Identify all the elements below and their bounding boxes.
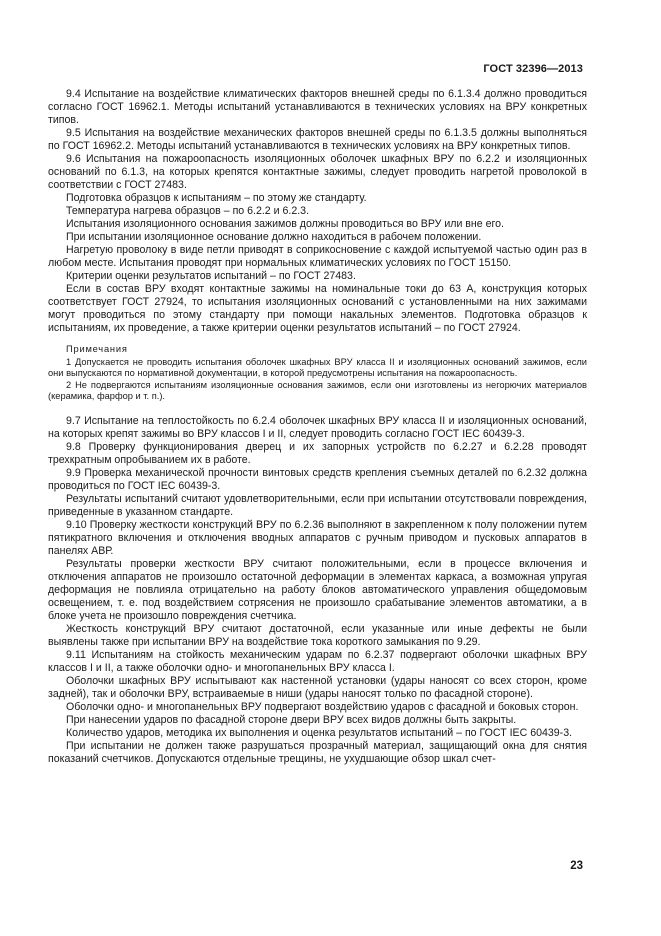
paragraph-9-5: 9.5 Испытания на воздействие механических факторов внешней среды по 6.1.3.5 должны выполняться по ГОСТ 16962.2. Методы испытаний устанавливаются в технических условиях на ВРУ конкретных типов. [48, 127, 587, 152]
paragraph-9-4: 9.4 Испытание на воздействие климатических факторов внешней среды по 6.1.3.4 должно проводиться согласно ГОСТ 16962.1. Методы испытаний устанавливаются в технических условиях на ВРУ конкретных типов. [48, 88, 587, 126]
paragraphs-top [48, 88, 587, 335]
spacer [48, 335, 587, 344]
page-number: 23 [570, 860, 583, 872]
paragraph-9-7: 9.7 Испытание на теплостойкость по 6.2.4 оболочек шкафных ВРУ класса II и изоляционных оснований, на которых крепят зажимы во ВРУ классов I и II, следует проводить согласно ГОСТ IEC 60439-3. [48, 414, 587, 440]
spacer [48, 403, 587, 415]
paragraph-preparation: Подготовка образцов к испытаниям – по этому же стандарту. [66, 192, 367, 204]
document-body [48, 88, 587, 766]
paragraph-cabinet-shells: Оболочки шкафных ВРУ испытывают как настенной установки (удары наносят со всех сторон, кроме задней), так и оболочки ВРУ, встраиваемые в ниши (удары наносят только по фасадной стороне). [48, 674, 587, 700]
standard-header: ГОСТ 32396—2013 [483, 63, 583, 75]
paragraph-9-11: 9.11 Испытаниям на стойкость механическим ударам по 6.2.37 подвергают оболочки шкафных ВРУ классов I и II, а также оболочки одно- и многопанельных ВРУ класса I. [48, 648, 587, 674]
note-item-1: 1 Допускается не проводить испытания оболочек шкафных ВРУ класса II и изоляционных оснований зажимов, если они выпускаются по нормативной документации, в которой предусмотрены испытания на пожароопасность. [48, 356, 587, 379]
paragraph-heated-wire: Нагретую проволоку в виде петли приводят в соприкосновение с каждой испытуемой частью один раз в любом месте. Испытания проводят при нормальных климатических условиях по ГОСТ 15150. [48, 244, 587, 269]
paragraph-9-9: 9.9 Проверка механической прочности винтовых средств крепления съемных деталей по 6.2.32 должна проводиться по ГОСТ IEC 60439-3. [48, 466, 587, 492]
notes-title: Примечания [66, 344, 128, 354]
paragraph-clamp-base: Испытания изоляционного основания зажимов должны проводиться во ВРУ или вне его. [66, 218, 504, 230]
notes-block [48, 344, 587, 403]
note-item-2: 2 Не подвергаются испытаниям изоляционные основания зажимов, если они изготовлены из негорючих материалов (керамика, фарфор и т. п.). [48, 379, 587, 402]
paragraph-impact-count: Количество ударов, методика их выполнения и оценка результатов испытаний – по ГОСТ IEC 60439-3. [66, 726, 573, 739]
paragraph-contact-clamps: Если в состав ВРУ входят контактные зажимы на номинальные токи до 63 А, конструкция которых соответствует ГОСТ 27924, то испытания изоляционных оснований с установленными на них зажимами могут проводиться по этому стандарту при помощи накальных элементов. Подготовка образцов к испытаниям, их проведение, а также критерии оценки результатов испытаний – по ГОСТ 27924. [48, 283, 587, 334]
paragraph-results: Результаты испытаний считают удовлетворительными, если при испытании отсутствовали повреждения, приведенные в указанном стандарте. [48, 492, 587, 518]
paragraphs-bottom [48, 415, 587, 766]
paragraph-rigidity-results: Результаты проверки жесткости ВРУ считают положительными, если в процессе включения и отключения аппаратов не произошло остаточной деформации в элементах каркаса, а возможная упругая деформация не повлияла отрицательно на работу блоков автоматического управления общедомовым освещением, т. е. под воздействием сотрясения не произошло срабатывание элементов автоматики, а в блоке учета не произошло повреждения счетчика. [48, 557, 587, 622]
paragraph-rigidity-sufficient: Жесткость конструкций ВРУ считают достаточной, если указанные или иные дефекты не были выявлены также при испытании ВРУ на воздействие тока короткого замыкания по 9.29. [48, 622, 587, 648]
paragraph-9-8: 9.8 Проверку функционирования дверец и их запорных устройств по 6.2.27 и 6.2.28 проводят трехкратным опробыванием их в работе. [48, 440, 587, 466]
paragraph-transparent-material: При испытании не должен также разрушаться прозрачный материал, защищающий окна для снятия показаний счетчиков. Допускаются отдельные трещины, не ухудшающие обзор шкал счет- [48, 739, 587, 765]
paragraph-9-6: 9.6 Испытания на пожароопасность изоляционных оболочек шкафных ВРУ по 6.2.2 и изоляционных оснований по 6.1.3, на которых крепятся контактные зажимы, следует проводить нагретой проволокой в соответствии с ГОСТ 27483. [48, 153, 587, 191]
paragraph-doors-closed: При нанесении ударов по фасадной стороне двери ВРУ всех видов должны быть закрыты. [66, 713, 517, 726]
paragraph-temperature: Температура нагрева образцов – по 6.2.2 и 6.2.3. [66, 205, 310, 217]
paragraph-criteria: Критерии оценки результатов испытаний – по ГОСТ 27483. [66, 270, 356, 282]
paragraph-working-position: При испытании изоляционное основание должно находиться в рабочем положении. [66, 231, 482, 243]
paragraph-9-10: 9.10 Проверку жесткости конструкций ВРУ по 6.2.36 выполняют в закрепленном к полу положении путем пятикратного включения и отключения вводных аппаратов с ручным приводом и пусковых аппаратов в панелях АВР. [48, 518, 587, 557]
paragraph-panel-shells: Оболочки одно- и многопанельных ВРУ подвергают воздействию ударов с фасадной и боковых сторон. [66, 700, 579, 713]
